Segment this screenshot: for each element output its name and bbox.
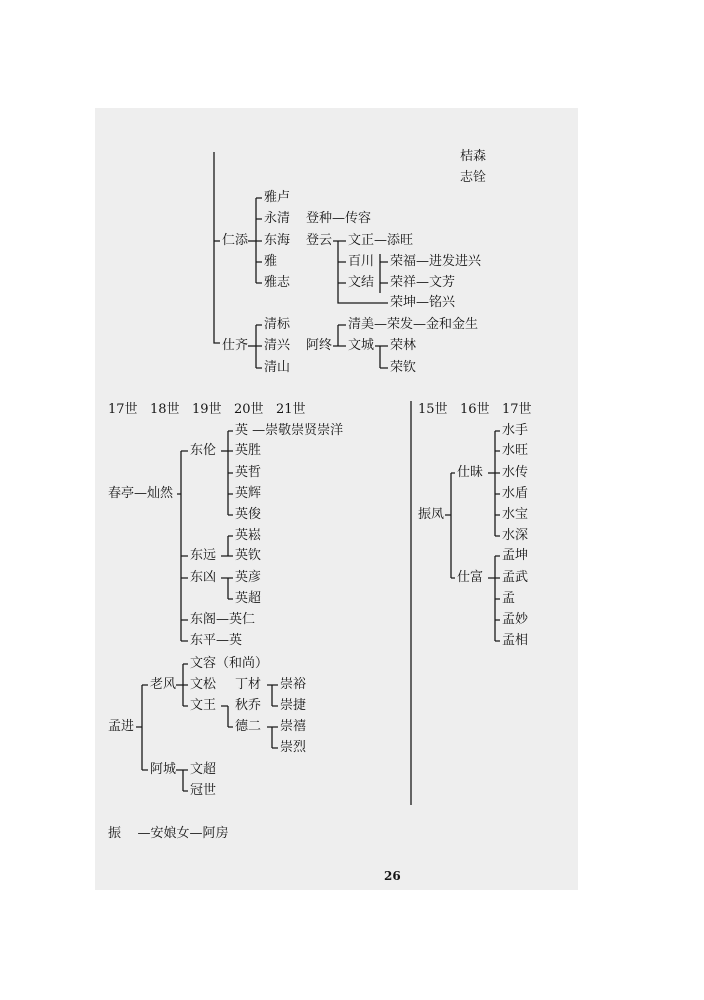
rongxiang-line: 荣祥—文芳 (390, 275, 456, 290)
wencheng-son: 荣钦 (390, 360, 417, 375)
renting-name: 仁添 (222, 233, 249, 248)
dongyuan-name: 东远 (190, 548, 217, 563)
shiwei-son: 水深 (502, 528, 529, 543)
top-right-name-2: 志铨 (460, 170, 487, 185)
laofeng-son: 文松 (190, 677, 217, 692)
dongxiong-son: 英超 (235, 591, 262, 606)
shiwei-son: 水盾 (502, 486, 529, 501)
renting-son: 雅 (264, 254, 278, 269)
laofeng-son: 文王 (190, 698, 217, 713)
shifu-son: 孟武 (502, 570, 529, 585)
dongxiong-name: 东凶 (190, 570, 217, 585)
shiqi-son: 清标 (264, 317, 291, 332)
wenjie-name: 文结 (348, 275, 375, 290)
azhong-name: 阿终 (306, 338, 333, 353)
qingmei-line: 清美—荣发—金和金生 (348, 317, 479, 332)
top-right-name-1: 桔森 (460, 149, 487, 164)
shifu-name: 仕富 (457, 570, 484, 585)
donglun-son: 英 —崇敬崇贤崇洋 (235, 423, 344, 438)
deer-son: 崇禧 (280, 719, 307, 734)
qiuqiao-name: 秋乔 (235, 698, 262, 713)
donglun-son: 英胜 (235, 443, 262, 458)
deer-name: 德二 (235, 719, 262, 734)
laofeng-name: 老风 (150, 677, 177, 692)
dongping-line: 东平—英 (190, 633, 243, 648)
donglun-son: 英哲 (235, 465, 262, 480)
upper-trunk-line (214, 152, 220, 343)
zhen-line: 振 —安娘女—阿房 (108, 826, 229, 841)
donggeng-line: 东阁—英仁 (190, 612, 256, 627)
mengjin-name: 孟进 (108, 719, 135, 734)
gen-header: 19世 (192, 402, 222, 417)
right-gen-header: 17世 (502, 402, 532, 417)
acheng-son: 冠世 (190, 783, 217, 798)
shifu-son: 孟相 (502, 633, 529, 648)
dingcai-son: 崇裕 (280, 677, 307, 692)
gen-header: 20世 (234, 402, 264, 417)
donglun-son: 英俊 (235, 507, 262, 522)
wenzheng-line: 文正—添旺 (348, 233, 414, 248)
acheng-son: 文超 (190, 762, 217, 777)
root-line: 春亭—灿然 (108, 486, 174, 501)
renting-son: 永清 (264, 211, 291, 226)
renting-son: 雅卢 (264, 190, 291, 205)
renting-son: 东海 (264, 233, 291, 248)
gen-header: 21世 (276, 402, 306, 417)
shiwei-son: 水手 (502, 423, 529, 438)
shifu-son: 孟 (502, 591, 516, 606)
donglun-name: 东伦 (190, 443, 217, 458)
denyun-name: 登云 (306, 233, 333, 248)
deer-son: 崇烈 (280, 740, 307, 755)
right-gen-header: 16世 (460, 402, 490, 417)
yongqing-line: 登种—传容 (306, 211, 372, 226)
shiqi-son: 清兴 (264, 338, 291, 353)
page-number: 26 (384, 869, 401, 883)
rongkun-line: 荣坤—铭兴 (390, 295, 456, 310)
shiwei-son: 水传 (502, 465, 529, 480)
dongyuan-son: 英崧 (235, 528, 262, 543)
gen-header: 18世 (150, 402, 180, 417)
dingcai-son: 崇捷 (280, 698, 307, 713)
gen-header: 17世 (108, 402, 138, 417)
donglun-son: 英辉 (235, 486, 262, 501)
shiwei-name: 仕昧 (457, 465, 484, 480)
shifu-son: 孟坤 (502, 548, 529, 563)
shiqi-son: 清山 (264, 360, 291, 375)
laofeng-son: 文容（和尚） (190, 656, 269, 671)
shiqi-name: 仕齐 (222, 338, 249, 353)
wencheng-son: 荣林 (390, 338, 417, 353)
zhenfeng-name: 振凤 (418, 507, 445, 522)
baichuan-name: 百川 (348, 254, 375, 269)
acheng-name: 阿城 (150, 762, 177, 777)
shiwei-son: 水旺 (502, 443, 529, 458)
right-gen-header: 15世 (418, 402, 448, 417)
shifu-son: 孟妙 (502, 612, 529, 627)
wencheng-name: 文城 (348, 338, 375, 353)
rongfu-line: 荣福—进发进兴 (390, 254, 482, 269)
dongyuan-son: 英钦 (235, 548, 262, 563)
shiwei-son: 水宝 (502, 507, 529, 522)
dongxiong-son: 英彦 (235, 570, 262, 585)
dingcai-name: 丁材 (235, 677, 262, 692)
renting-son: 雅志 (264, 275, 291, 290)
